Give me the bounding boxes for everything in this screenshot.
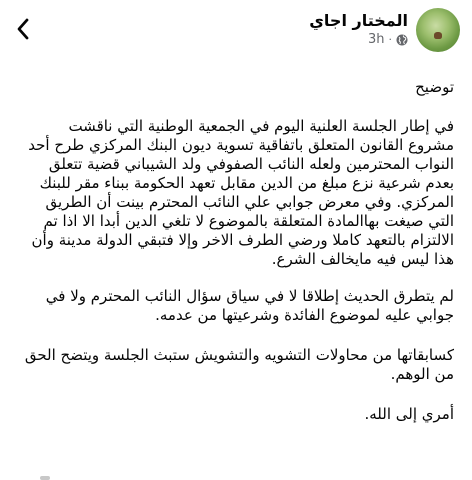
bottom-edge	[0, 474, 472, 480]
post-paragraph-4: أمري إلى الله.	[364, 405, 454, 423]
bottom-indicator	[40, 476, 50, 480]
post-meta	[368, 31, 408, 49]
chevron-left-icon	[16, 18, 30, 40]
post-paragraph-3: كسابقاتها من محاولات التشويه والتشويش ستبث الجلسة ويتضح الحق من الوهم.	[24, 346, 454, 383]
post-paragraph-2: لم يتطرق الحديث إطلاقا لا في سياق سؤال النائب المحترم ولا في جوابي عليه لموضوع الفائدة وشرعيتها من عدمه.	[45, 287, 454, 324]
post-title: توضيح	[415, 78, 454, 96]
avatar[interactable]	[416, 8, 460, 52]
globe-icon	[396, 34, 408, 46]
post-paragraph-1: في إطار الجلسة العلنية اليوم في الجمعية الوطنية التي ناقشت مشروع القانون المتعلق باتفاقية تسوية ديون البنك المركزي طرح أحد النواب المحترمين ولعله النائب الصفوفي ولد الشيباني قضية تتعلق بعدم شرعية نزع مبلغ من الدين مقابل تعهد الحكومة ببناء مقر للبنك المركزي. وفي معرض جوابي علي النائب المحترم بينت أن الطريق التي صيغت بهاالمادة المتعلقة بالموضوع لا تلغي الدين أبدا الا اذا تم الالتزام بالتعهد كاملا ورضي الطرف الاخر وإلا فتبقي الدولة مدينة وأن هذا ليس فيه مايخالف الشرع.	[28, 117, 454, 268]
post-time[interactable]: 3h	[367, 32, 385, 47]
post-header	[0, 0, 472, 60]
author-name[interactable]: المختار اجاي	[309, 11, 408, 30]
back-button[interactable]	[10, 14, 36, 44]
author-block	[309, 8, 460, 52]
author-info	[309, 11, 408, 49]
meta-separator: ·	[388, 33, 392, 46]
post-body	[24, 66, 454, 424]
